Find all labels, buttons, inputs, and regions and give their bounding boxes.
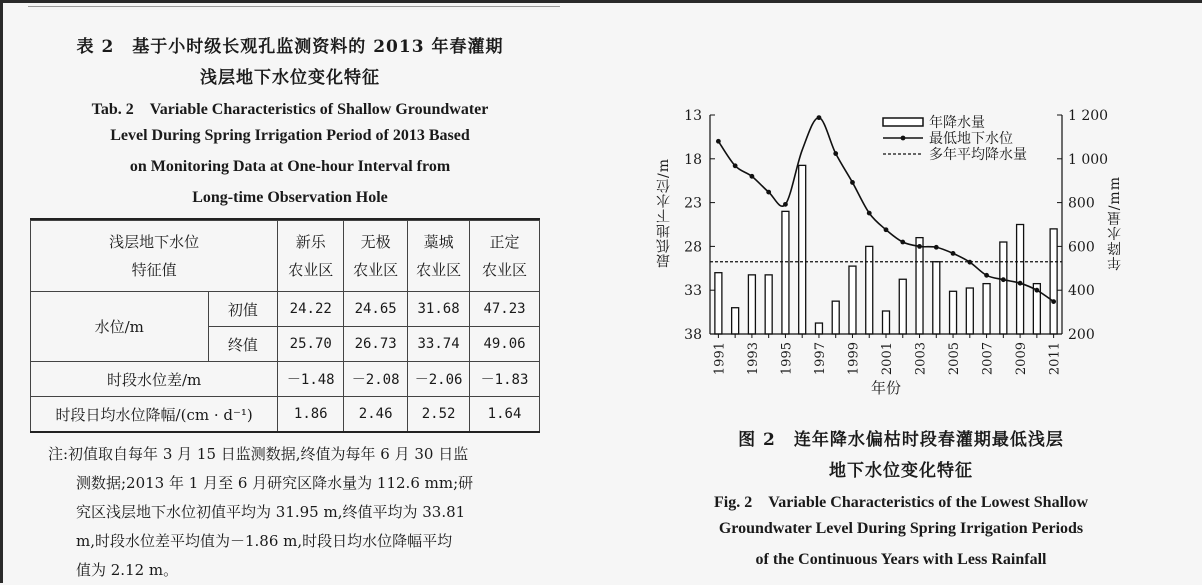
legend-bar-label: 年降水量 [929, 115, 985, 131]
rainfall-bar [966, 288, 973, 334]
table-cell: －1.48 [278, 362, 344, 397]
rainfall-bar [883, 311, 890, 334]
note-line: 测数据;2013 年 1 月至 6 月研究区降水量为 112.6 mm;研 [76, 474, 474, 492]
note-line: 值为 2.12 m。 [76, 561, 179, 579]
table-cell: 31.68 [408, 292, 470, 327]
header-district-suffix: 农业区 [353, 261, 399, 279]
rainfall-bar [866, 246, 873, 334]
rainfall-bar [983, 284, 990, 334]
table-cell: 24.22 [278, 292, 344, 327]
header-feature-line1: 浅层地下水位 [109, 233, 200, 251]
x-tick-label: 1993 [745, 342, 761, 376]
legend-dash-label: 多年平均降水量 [929, 147, 1027, 163]
groundwater-point [850, 180, 855, 185]
groundwater-point [1051, 299, 1056, 304]
x-tick-label: 2001 [880, 342, 895, 376]
table-cell: 25.70 [278, 327, 344, 362]
rainfall-bar [748, 275, 755, 334]
header-district-zhengding [470, 221, 540, 292]
header-district-gaocheng [408, 221, 470, 292]
table-row-initial [31, 292, 540, 327]
x-tick-label: 1995 [779, 342, 795, 376]
header-district-xinle [278, 221, 344, 292]
x-tick-label: 2009 [1014, 342, 1030, 376]
groundwater-point [917, 244, 922, 249]
header-feature-line2: 特征值 [131, 261, 177, 279]
y-left-tick-label: 38 [684, 327, 702, 343]
table-title-zh-line1: 表 2 基于小时级长观孔监测资料的 2013 年春灌期 [76, 37, 504, 57]
groundwater-point [984, 273, 989, 278]
table-cell: 33.74 [408, 327, 470, 362]
y-right-tick-label: 600 [1068, 239, 1095, 256]
groundwater-point [934, 245, 939, 250]
legend-line-marker [901, 136, 906, 141]
diff-label: 时段水位差/m [31, 362, 278, 397]
groundwater-table [30, 220, 540, 432]
rainfall-bar [916, 238, 923, 334]
note-line: 注:初值取自每年 3 月 15 日监测数据,终值为每年 6 月 30 日监 [48, 445, 469, 463]
table-title-en-line4: Long-time Observation Hole [192, 189, 388, 206]
header-district-name: 无极 [360, 233, 391, 251]
y-axis-right-label: 年降水量/mm [1107, 176, 1123, 271]
header-district-name: 藁城 [423, 233, 454, 251]
table-title-en-line1: Tab. 2 Variable Characteristics of Shallow Groundwater [91, 101, 489, 118]
figure-caption-en-line2: Groundwater Level During Spring Irrigation Periods [718, 520, 1084, 537]
groundwater-point [1018, 281, 1023, 286]
groundwater-point [1034, 288, 1039, 293]
rainfall-bar [715, 273, 722, 334]
note-line: 究区浅层地下水位初值平均为 31.95 m,终值平均为 33.81 [76, 503, 466, 521]
figure-caption-zh-line2: 地下水位变化特征 [829, 461, 973, 481]
rainfall-bar [899, 279, 906, 334]
table-title-zh-line2: 浅层地下水位变化特征 [200, 68, 380, 88]
rainfall-bar [1050, 229, 1057, 334]
rainfall-bar [1017, 225, 1024, 335]
table-cell: 1.86 [278, 397, 344, 432]
table-cell: 47.23 [470, 292, 540, 327]
table-cell: －2.06 [408, 362, 470, 397]
y-right-tick-label: 400 [1068, 283, 1095, 300]
x-tick-label: 2003 [913, 342, 929, 376]
rainfall-bar [933, 262, 940, 334]
x-tick-label: 2007 [980, 342, 996, 376]
table-cell: 1.64 [470, 397, 540, 432]
x-tick-label: 2005 [947, 342, 963, 376]
rainfall-bar [782, 211, 789, 334]
header-district-name: 正定 [489, 233, 520, 251]
table-bottom-rule [30, 431, 540, 433]
table-row-diff [31, 362, 540, 397]
table-section [0, 0, 580, 583]
figure-caption-en-line3: of the Continuous Years with Less Rainfall [755, 551, 1047, 568]
x-axis-label: 年份 [870, 379, 902, 397]
rainfall-bar [815, 323, 822, 334]
header-district-suffix: 农业区 [416, 261, 462, 279]
rainfall-bar [1000, 242, 1007, 334]
y-left-tick-label: 18 [684, 151, 702, 168]
groundwater-point [817, 115, 822, 120]
y-right-tick-label: 1 000 [1068, 151, 1109, 168]
rainfall-bar [849, 266, 856, 334]
rainfall-bar [732, 308, 739, 334]
table-title-en-line2: Level During Spring Irrigation Period of 2013 Based [110, 127, 470, 144]
groundwater-point [783, 202, 788, 207]
table-cell: 24.65 [344, 292, 408, 327]
legend-line-label: 最低地下水位 [929, 131, 1013, 147]
table-cell: 2.46 [344, 397, 408, 432]
groundwater-point [750, 174, 755, 179]
groundwater-point [967, 260, 972, 265]
groundwater-point [716, 139, 721, 144]
x-tick-label: 1997 [812, 342, 828, 376]
figure-section [600, 0, 1202, 583]
figure-caption-zh-line1: 图 2 连年降水偏枯时段春灌期最低浅层 [738, 430, 1064, 450]
table-title-en-line3: on Monitoring Data at One-hour Interval from [129, 158, 451, 175]
y-left-tick-label: 23 [684, 195, 702, 212]
x-tick-label: 1999 [846, 342, 862, 376]
table-cell: －1.83 [470, 362, 540, 397]
legend-bar-swatch [883, 118, 923, 126]
table-row-rate [31, 397, 540, 432]
y-axis-left-label: 最低地下水位/m [656, 158, 672, 268]
header-district-suffix: 农业区 [288, 261, 334, 279]
header-feature-cell [31, 221, 278, 292]
groundwater-point [900, 240, 905, 245]
header-district-wuji [344, 221, 408, 292]
groundwater-rainfall-chart [600, 0, 1202, 410]
note-line: m,时段水位差平均值为－1.86 m,时段日均水位降幅平均 [76, 532, 453, 550]
groundwater-point [884, 227, 889, 232]
rainfall-bar [799, 165, 806, 334]
y-left-tick-label: 28 [684, 239, 702, 256]
axes-layer [684, 108, 1108, 397]
rainfall-bar [950, 291, 957, 334]
table-note [48, 440, 528, 585]
header-district-name: 新乐 [295, 233, 326, 251]
groundwater-point [951, 251, 956, 256]
groundwater-point [1001, 277, 1006, 282]
y-left-tick-label: 13 [684, 108, 702, 124]
table-cell: －2.08 [344, 362, 408, 397]
x-tick-label: 1991 [712, 342, 728, 376]
table-header-row [31, 221, 540, 292]
x-tick-label: 2011 [1047, 342, 1063, 376]
y-left-tick-label: 33 [684, 283, 702, 300]
y-right-tick-label: 800 [1068, 195, 1095, 212]
water-level-label: 水位/m [31, 292, 209, 362]
y-right-tick-label: 1 200 [1068, 108, 1109, 124]
figure-caption-en-line1: Fig. 2 Variable Characteristics of the Lowest Shallow [713, 494, 1089, 511]
groundwater-point [766, 190, 771, 195]
final-label: 终值 [208, 327, 278, 362]
groundwater-point [733, 163, 738, 168]
groundwater-point [867, 211, 872, 216]
header-district-suffix: 农业区 [482, 261, 528, 279]
legend [883, 114, 1027, 163]
rainfall-bar [765, 275, 772, 334]
initial-label: 初值 [208, 292, 278, 327]
y-right-tick-label: 200 [1068, 327, 1095, 343]
groundwater-point [833, 151, 838, 156]
rate-label: 时段日均水位降幅/(cm · d⁻¹) [31, 397, 278, 432]
table-cell: 26.73 [344, 327, 408, 362]
rainfall-bar [832, 301, 839, 334]
table-cell: 49.06 [470, 327, 540, 362]
table-cell: 2.52 [408, 397, 470, 432]
